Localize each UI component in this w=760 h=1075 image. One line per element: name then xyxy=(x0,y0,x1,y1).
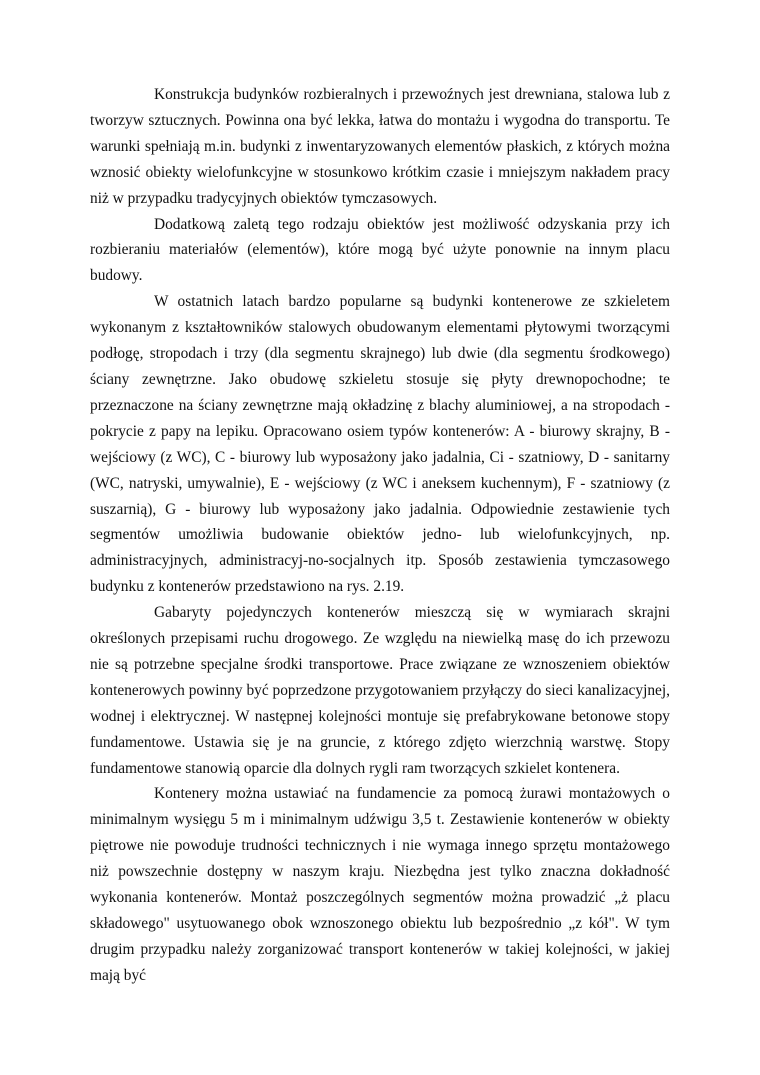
paragraph-3: W ostatnich latach bardzo popularne są budynki kontenerowe ze szkieletem wykonanym z kształtowników stalowych obudowanym elementami płytowymi tworzącymi podłogę, stropodach i trzy (dla segmentu skrajnego) lub dwie (dla segmentu środkowego) ściany zewnętrzne. Jako obudowę szkieletu stosuje się płyty drewnopochodne; te przeznaczone na ściany zewnętrzne mają okładzinę z blachy aluminiowej, a na stropodach - pokrycie z papy na lepiku. Opracowano osiem typów kontenerów: A - biurowy skrajny, B - wejściowy (z WC), C - biurowy lub wyposażony jako jadalnia, Ci - szatniowy, D - sanitarny (WC, natryski, umywalnie), E - wejściowy (z WC i aneksem kuchennym), F - szatniowy (z suszarnią), G - biurowy lub wyposażony jako jadalnia. Odpowiednie zestawienie tych segmentów umożliwia budowanie obiektów jedno- lub wielofunkcyjnych, np. administracyjnych, administracyj-no-socjalnych itp. Sposób zestawienia tymczasowego budynku z kontenerów przedstawiono na rys. 2.19. xyxy=(90,293,670,596)
paragraph-5: Kontenery można ustawiać na fundamencie za pomocą żurawi montażowych o minimalnym wysięgu 5 m i minimalnym udźwigu 3,5 t. Zestawienie kontenerów w obiekty piętrowe nie powoduje trudności technicznych i nie wymaga innego sprzętu montażowego niż powszechnie dostępny w naszym kraju. Niezbędna jest tylko znaczna dokładność wykonania kontenerów. Montaż poszczególnych segmentów można prowadzić „ż placu składowego" usytuowanego obok wznoszonego obiektu lub bezpośrednio „z kół". W tym drugim przypadku należy zorganizować transport kontenerów w takiej kolejności, w jakiej mają być xyxy=(90,785,670,984)
paragraph-1: Konstrukcja budynków rozbieralnych i przewoźnych jest drewniana, stalowa lub z tworzyw sztucznych. Powinna ona być lekka, łatwa do montażu i wygodna do transportu. Te warunki spełniają m.in. budynki z inwentaryzowanych elementów płaskich, z których można wznosić obiekty wielofunkcyjne w stosunkowo krótkim czasie i mniejszym nakładem pracy niż w przypadku tradycyjnych obiektów tymczasowych. xyxy=(90,86,670,207)
paragraph-2: Dodatkową zaletą tego rodzaju obiektów jest możliwość odzyskania przy ich rozbieraniu materiałów (elementów), które mogą być użyte ponownie na innym placu budowy. xyxy=(90,215,670,285)
document-page xyxy=(90,82,670,989)
paragraph-4: Gabaryty pojedynczych kontenerów mieszczą się w wymiarach skrajni określonych przepisami ruchu drogowego. Ze względu na niewielką masę do ich przewozu nie są potrzebne specjalne środki transportowe. Prace związane ze wznoszeniem obiektów kontenerowych powinny być poprzedzone przygotowaniem przyłączy do sieci kanalizacyjnej, wodnej i elektrycznej. W następnej kolejności montuje się prefabrykowane betonowe stopy fundamentowe. Ustawia się je na gruncie, z którego zdjęto wierzchnią warstwę. Stopy fundamentowe stanowią oparcie dla dolnych rygli ram tworzących szkielet kontenera. xyxy=(90,604,670,777)
